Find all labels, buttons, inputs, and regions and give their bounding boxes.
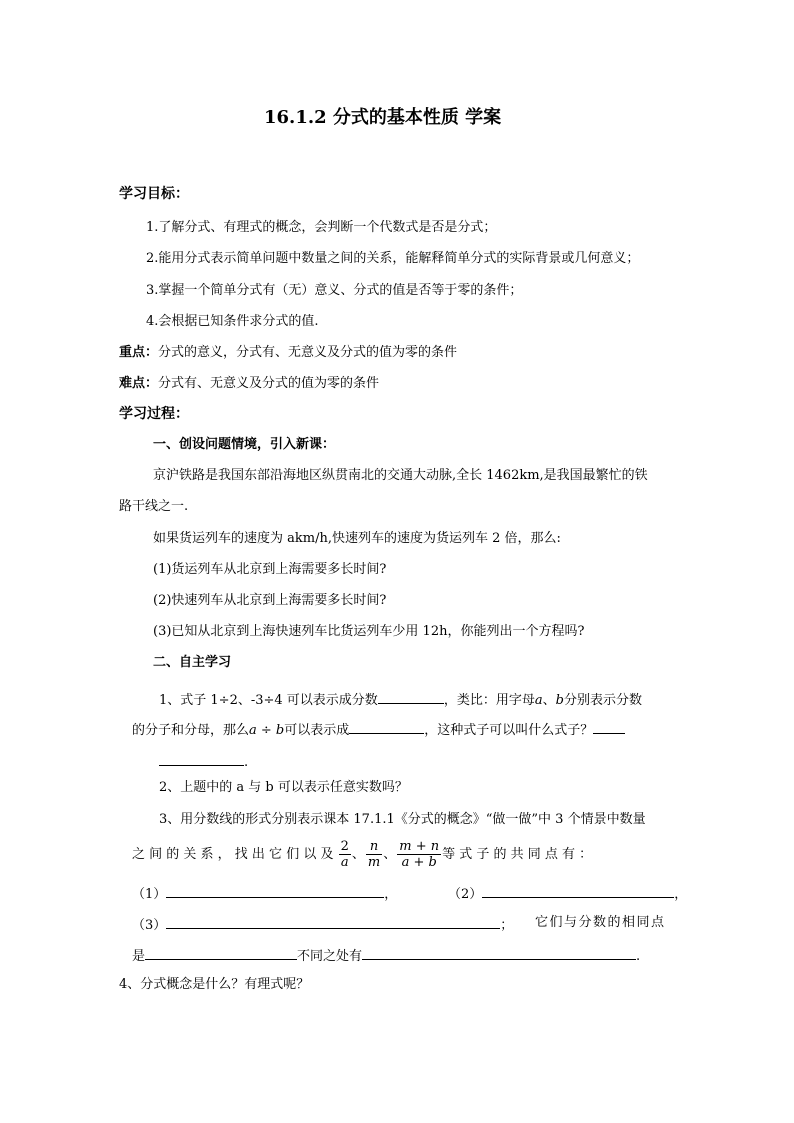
separator: 、 (542, 693, 556, 708)
objective-item-4: 4.会根据已知条件求分式的值. (146, 314, 319, 329)
fraction-2-over-a: $\frac{2}{a}$ (340, 839, 349, 870)
fraction-mn-over-ab: $\frac{m + n}{a + b}$ (399, 839, 440, 870)
item4: 4、分式概念是什么？有理式呢？ (119, 977, 310, 992)
item1-text-f: ，这种式子可以叫什么式子？ (424, 723, 594, 738)
key-point-text: 分式的意义，分式有、无意义及分式的值为零的条件 (158, 345, 458, 360)
item3-similarity-text: 它们与分数的相同点 (535, 915, 666, 930)
item3-text-b: 等 式 子 的 共 同 点 有 ： (442, 847, 593, 862)
item2: 2、上题中的 a 与 b 可以表示任意实数吗？ (159, 780, 408, 795)
blank-common-1[interactable] (166, 884, 384, 898)
objectives-heading: 学习目标： (119, 186, 189, 202)
semicolon: ； (500, 918, 514, 933)
item3-blank1-row (132, 884, 397, 903)
blank-type-part1[interactable] (593, 720, 625, 734)
objective-item-1: 1.了解分式、有理式的概念，会判断一个代数式是否是分式； (146, 220, 497, 235)
blank-common-2[interactable] (482, 884, 674, 898)
blank-common-3[interactable] (166, 915, 500, 929)
item1-line3 (159, 752, 248, 771)
item1-text-c: 分别表示分数 (563, 693, 642, 708)
section1-paragraph-line2: 路干线之一. (119, 499, 189, 514)
item1-line1 (159, 690, 642, 709)
item1-text-b: ，类比：用字母 (443, 693, 535, 708)
blank2-label: （2） (448, 887, 483, 902)
section2-heading: 二、自主学习 (153, 655, 232, 670)
item3-line2 (132, 838, 592, 872)
section1-heading: 一、创设问题情境，引入新课： (153, 437, 336, 452)
var-b: b (555, 693, 564, 708)
blank-expression[interactable] (349, 720, 424, 734)
section1-paragraph2: 如果货运列车的速度为 akm/h,快速列车的速度为货运列车 2 倍，那么: (153, 531, 561, 546)
item1-text-a: 1、式子 1÷2、-3÷4 可以表示成分数 (159, 693, 378, 708)
comma: ， (384, 887, 398, 902)
key-point-label: 重点： (119, 345, 159, 360)
difficulty (119, 376, 379, 392)
difficulty-label: 难点： (119, 376, 159, 391)
period: . (244, 755, 249, 770)
item3-text-a: 之 间 的 关 系 ， 找 出 它 们 以 及 (132, 847, 334, 862)
difference-label: 不同之处有 (297, 949, 363, 964)
item3-line5 (132, 946, 640, 965)
page-title: 16.1.2 分式的基本性质 学案 (264, 107, 502, 128)
blank-similarity[interactable] (145, 946, 297, 960)
separator: 、 (351, 847, 365, 862)
blank3-label: （3） (132, 918, 167, 933)
blank-fraction[interactable] (378, 690, 444, 704)
item3-blank2-row (448, 884, 687, 903)
fraction-n-over-m: $\frac{n}{m}$ (367, 839, 381, 870)
process-heading: 学习过程： (119, 406, 189, 422)
objective-item-2: 2.能用分式表示简单问题中数量之间的关系，能解释简单分式的实际背景或几何意义； (146, 251, 640, 266)
period: . (636, 949, 641, 964)
item1-text-d: 的分子和分母，那么 (132, 723, 250, 738)
expression-a-div-b: a ÷ b (249, 723, 285, 738)
separator: 、 (383, 847, 397, 862)
item1-text-e: 可以表示成 (284, 723, 350, 738)
var-a: a (534, 693, 543, 708)
question-2: (2)快速列车从北京到上海需要多长时间? (153, 593, 387, 608)
blank-difference[interactable] (362, 946, 636, 960)
blank1-label: （1） (132, 887, 167, 902)
blank-type-part2[interactable] (159, 752, 244, 766)
difficulty-text: 分式有、无意义及分式的值为零的条件 (158, 376, 380, 391)
item3-blank3-row (132, 915, 513, 934)
section1-paragraph-line1: 京沪铁路是我国东部沿海地区纵贯南北的交通大动脉,全长 1462km,是我国最繁忙的铁 (153, 468, 648, 483)
shi-label: 是 (132, 949, 146, 964)
comma: ， (674, 887, 688, 902)
question-1: (1)货运列车从北京到上海需要多长时间? (153, 562, 387, 577)
objective-item-3: 3.掌握一个简单分式有（无）意义、分式的值是否等于零的条件； (146, 283, 523, 298)
key-point (119, 345, 457, 361)
item3-line1: 3、用分数线的形式分别表示课本 17.1.1《分式的概念》“做一做”中 3 个情景中数量 (159, 812, 646, 827)
question-3: (3)已知从北京到上海快速列车比货运列车少用 12h，你能列出一个方程吗? (153, 624, 585, 639)
item1-line2 (132, 720, 625, 739)
